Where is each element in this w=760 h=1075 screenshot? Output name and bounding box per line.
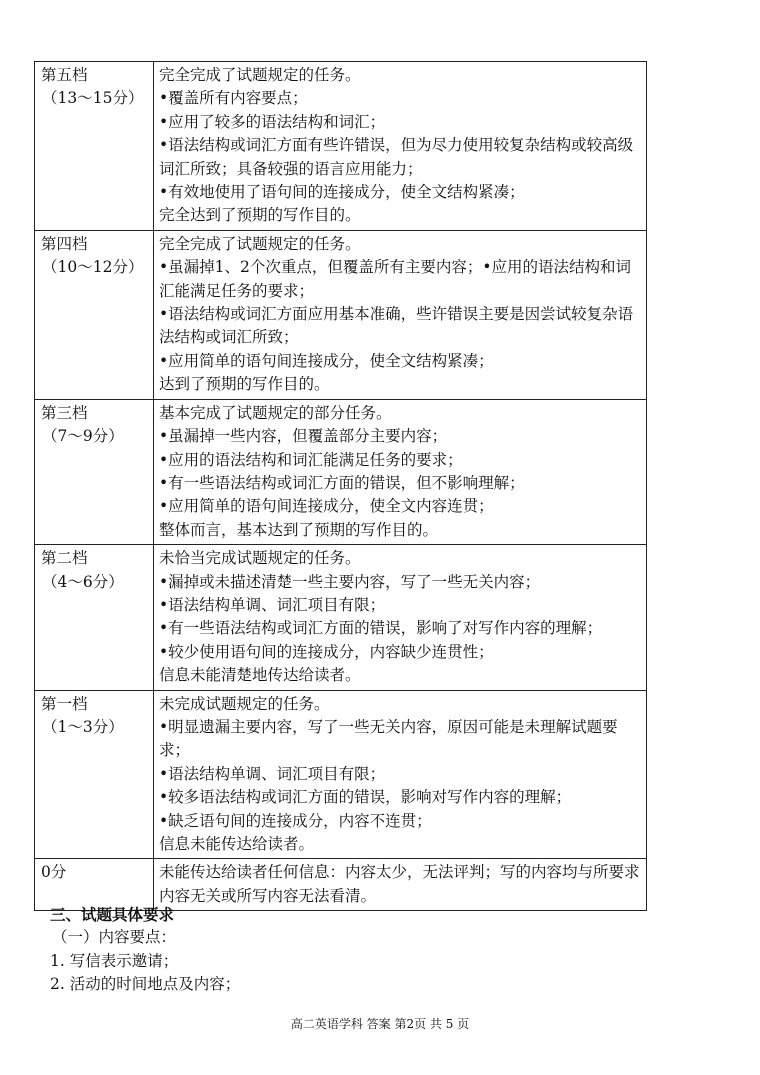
description-line: •虽漏掉1、2个次重点，但覆盖所有主要内容；•应用的语法结构和词汇能满足任务的要求； — [159, 258, 632, 300]
table-row — [35, 399, 647, 544]
content-points-heading: （一）内容要点： — [52, 928, 177, 947]
description-line: •语法结构单调、词汇项目有限； — [159, 764, 386, 783]
description-line: •覆盖所有内容要点； — [159, 89, 308, 108]
description-line: 基本完成了试题规定的部分任务。 — [159, 403, 392, 422]
description-line: 未能传达给读者任何信息：内容太少，无法评判；写的内容均与所要求内容无关或所写内容无法看清。 — [159, 863, 640, 905]
description-line: 完全达到了预期的写作目的。 — [159, 206, 361, 225]
grade-range: （10～12分） — [42, 258, 144, 277]
description-line: •应用简单的语句间连接成分，使全文内容连贯； — [159, 497, 494, 516]
grade-name: 第一档 — [41, 694, 88, 713]
scoring-rubric-table — [34, 61, 647, 911]
table-row — [35, 690, 647, 859]
description-line: •缺乏语句间的连接成分，内容不连贯； — [159, 811, 432, 830]
description-line: 未恰当完成试题规定的任务。 — [159, 549, 361, 568]
description-cell — [154, 62, 647, 231]
description-line: 完全完成了试题规定的任务。 — [159, 234, 361, 253]
grade-cell — [35, 230, 154, 399]
description-line: 达到了预期的写作目的。 — [159, 375, 330, 394]
description-line: •语法结构或词汇方面有些许错误，但为尽力使用较复杂结构或较高级词汇所致；具备较强的语言应用能力； — [159, 136, 634, 178]
description-line: •较多语法结构或词汇方面的错误，影响对写作内容的理解； — [159, 788, 572, 807]
description-line: •语法结构单调、词汇项目有限； — [159, 595, 386, 614]
grade-range: （13～15分） — [42, 89, 144, 108]
description-line: •较少使用语句间的连接成分，内容缺少连贯性； — [159, 642, 494, 661]
description-cell — [154, 545, 647, 690]
description-line: •应用的语法结构和词汇能满足任务的要求； — [159, 450, 463, 469]
description-line: •漏掉或未描述清楚一些主要内容，写了一些无关内容； — [159, 572, 541, 591]
table-row — [35, 545, 647, 690]
description-line: •有一些语法结构或词汇方面的错误，但不影响理解； — [159, 473, 525, 492]
content-point: 2. 活动的时间地点及内容； — [50, 975, 241, 994]
requirements-section — [50, 903, 650, 997]
grade-name: 第五档 — [41, 66, 88, 84]
description-line: 未完成试题规定的任务。 — [159, 694, 330, 713]
description-line: •应用了较多的语法结构和词汇； — [159, 112, 386, 131]
description-line: 完全完成了试题规定的任务。 — [159, 66, 361, 84]
grade-name: 第四档 — [41, 234, 88, 253]
grade-cell — [35, 545, 154, 690]
description-cell — [154, 230, 647, 399]
table-row — [35, 62, 647, 231]
description-line: •有一些语法结构或词汇方面的错误，影响了对写作内容的理解； — [159, 619, 603, 638]
description-line: •应用简单的语句间连接成分，使全文结构紧凑； — [159, 351, 494, 370]
grade-name: 0分 — [41, 863, 67, 882]
description-line: •虽漏掉一些内容，但覆盖部分主要内容； — [159, 427, 448, 446]
description-line: •有效地使用了语句间的连接成分，使全文结构紧凑； — [159, 183, 525, 202]
grade-range: （1～3分） — [42, 717, 124, 736]
section-heading: 三、试题具体要求 — [50, 905, 175, 924]
grade-range: （7～9分） — [42, 427, 124, 446]
content-point: 1. 写信表示邀请； — [50, 951, 179, 970]
page-footer: 高二英语学科 答案 第2页 共 5 页 — [290, 1017, 470, 1031]
grade-cell — [35, 690, 154, 859]
description-line: 信息未能传达给读者。 — [159, 835, 315, 853]
description-cell — [154, 399, 647, 544]
description-cell — [154, 690, 647, 859]
grade-name: 第三档 — [41, 403, 88, 422]
description-line: 整体而言，基本达到了预期的写作目的。 — [159, 520, 439, 539]
grade-cell — [35, 62, 154, 231]
grade-range: （4～6分） — [42, 572, 124, 591]
grade-cell — [35, 399, 154, 544]
description-line: •明显遗漏主要内容，写了一些无关内容，原因可能是未理解试题要求； — [159, 717, 618, 760]
grade-name: 第二档 — [41, 549, 88, 568]
description-line: 信息未能清楚地传达给读者。 — [159, 666, 361, 685]
table-row — [35, 230, 647, 399]
description-line: •语法结构或词汇方面应用基本准确，些许错误主要是因尝试较复杂语法结构或词汇所致； — [159, 305, 634, 347]
